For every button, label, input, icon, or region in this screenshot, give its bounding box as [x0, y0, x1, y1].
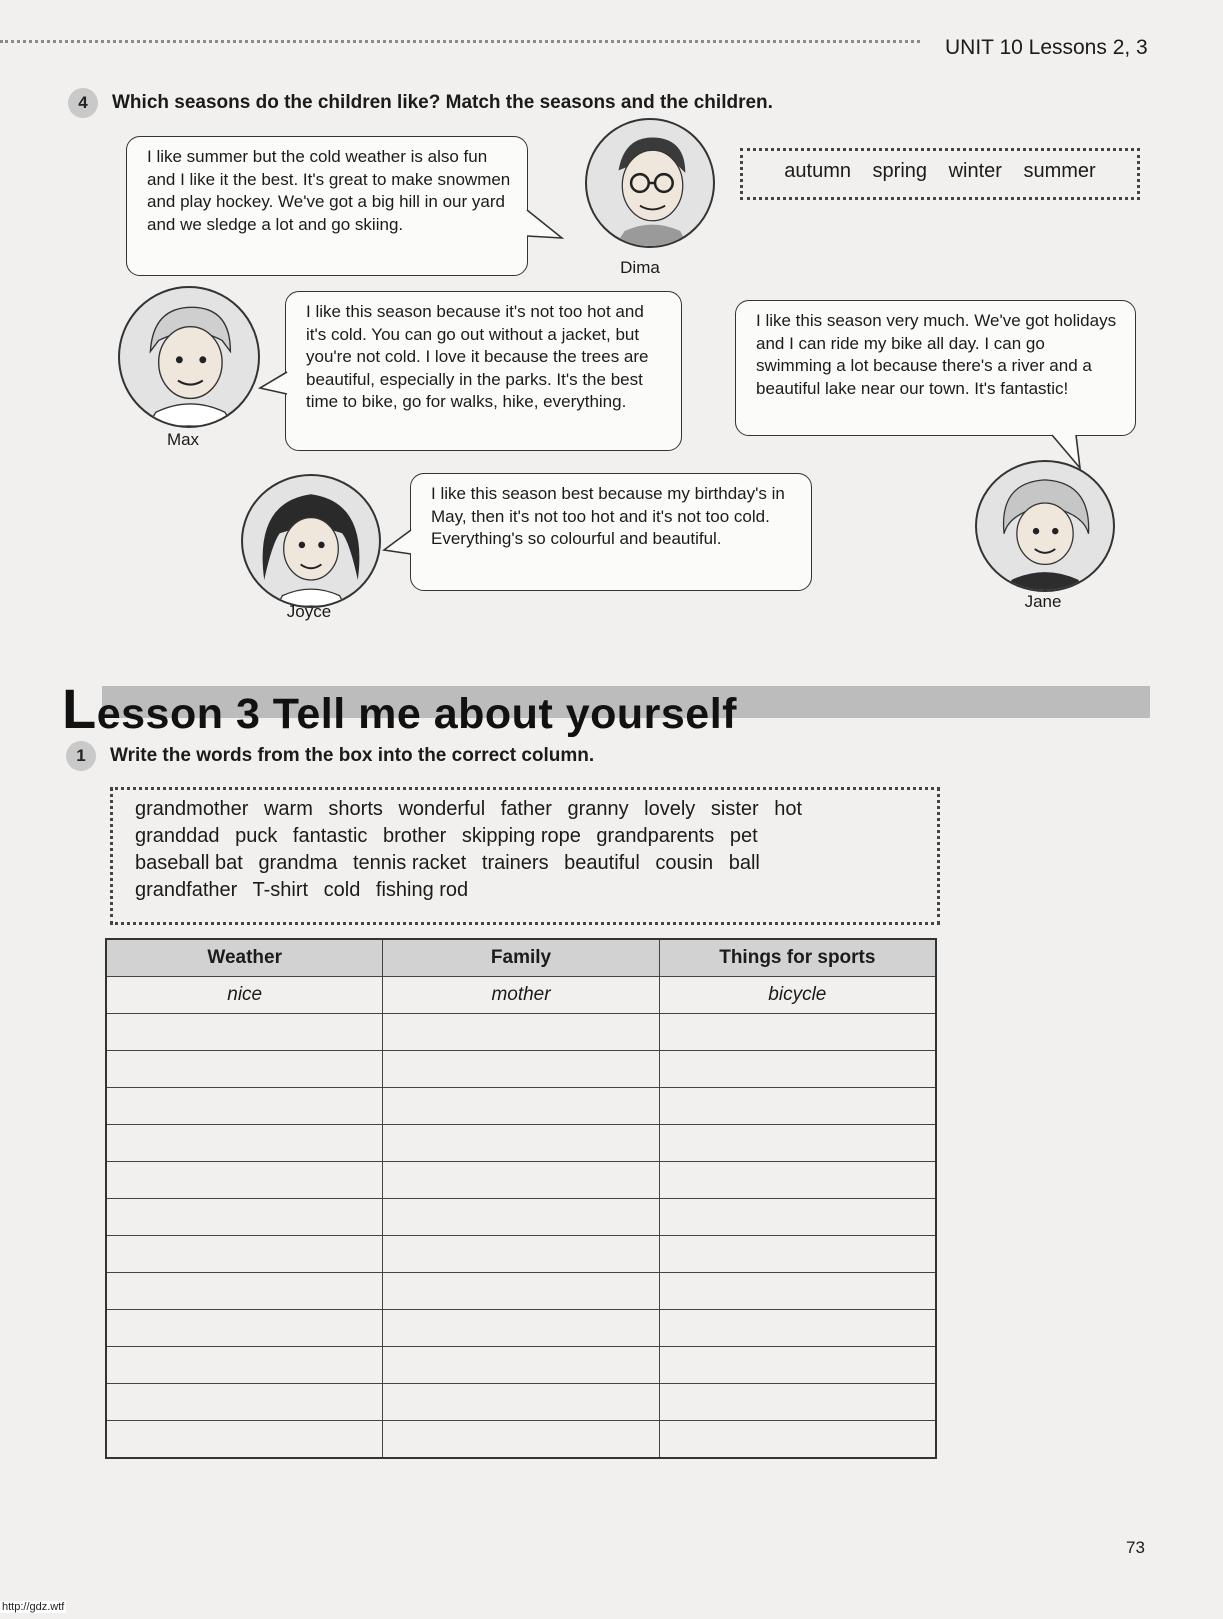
blank-cell[interactable]: [659, 1236, 936, 1273]
blank-cell[interactable]: [383, 1125, 659, 1162]
word: brother: [382, 825, 447, 847]
word: hot: [774, 798, 803, 820]
blank-cell[interactable]: [106, 1236, 383, 1273]
blank-cell[interactable]: [106, 1088, 383, 1125]
table-row: [106, 1162, 936, 1199]
word: granny: [567, 798, 629, 820]
blank-cell[interactable]: [383, 1421, 659, 1459]
sorting-table: [105, 938, 937, 1459]
word: granddad: [135, 825, 220, 847]
blank-cell[interactable]: [106, 1273, 383, 1310]
word-row: [135, 850, 915, 877]
word: T-shirt: [252, 879, 309, 901]
word: pet: [729, 825, 758, 847]
table-row: [106, 1273, 936, 1310]
blank-cell[interactable]: [383, 1236, 659, 1273]
blank-cell[interactable]: [106, 1162, 383, 1199]
blank-cell[interactable]: [383, 1199, 659, 1236]
word: trainers: [481, 852, 549, 874]
word: grandfather: [135, 879, 238, 901]
blank-cell[interactable]: [106, 1125, 383, 1162]
exercise-1-number: 1: [66, 741, 96, 771]
blank-cell[interactable]: [106, 1384, 383, 1421]
dima-speech-text: I like summer but the cold weather is also fun and I like it the best. It's great to make snowmen and play hockey. We've got a big hill in our yard and we sledge a lot and go skiing.: [147, 147, 511, 234]
example-sports: bicycle: [659, 977, 936, 1014]
table-row: [106, 1125, 936, 1162]
header-dotted-rule: [0, 40, 920, 43]
blank-cell[interactable]: [659, 1051, 936, 1088]
word: father: [500, 798, 552, 820]
table-row: [106, 1384, 936, 1421]
blank-cell[interactable]: [659, 1088, 936, 1125]
word: sister: [710, 798, 759, 820]
blank-cell[interactable]: [106, 1310, 383, 1347]
page-number: 73: [1126, 1538, 1145, 1557]
blank-cell[interactable]: [106, 1051, 383, 1088]
table-row: [106, 1310, 936, 1347]
jane-avatar: [975, 460, 1115, 592]
jane-speech-text: I like this season very much. We've got holidays and I can ride my bike all day. I can go swimming a lot because there's a river and a beautiful lake near our town. It's fantastic!: [756, 311, 1117, 398]
lesson-title-rest: esson 3 Tell me about yourself: [96, 690, 737, 738]
word-row: [135, 796, 915, 823]
max-name: Max: [166, 430, 200, 449]
table-row: [106, 1014, 936, 1051]
exercise-1-instruction: Write the words from the box into the correct column.: [110, 745, 595, 766]
joyce-avatar: [241, 474, 381, 608]
joyce-speech-text: I like this season best because my birthday's in May, then it's not too hot and it's not too cold. Everything's so colourful and beautiful.: [431, 484, 785, 548]
word: wonderful: [398, 798, 486, 820]
blank-cell[interactable]: [659, 1347, 936, 1384]
unit-label: UNIT 10 Lessons 2, 3: [945, 36, 1148, 59]
blank-cell[interactable]: [383, 1384, 659, 1421]
blank-cell[interactable]: [383, 1347, 659, 1384]
word: skipping rope: [461, 825, 581, 847]
blank-cell[interactable]: [383, 1273, 659, 1310]
lesson-title: [62, 676, 737, 741]
table-row: [106, 977, 936, 1014]
exercise-4-instruction: Which seasons do the children like? Match the seasons and the children.: [112, 92, 773, 113]
blank-cell[interactable]: [383, 1051, 659, 1088]
blank-cell[interactable]: [659, 1273, 936, 1310]
table-header-row: [106, 939, 936, 977]
blank-cell[interactable]: [383, 1162, 659, 1199]
word: grandmother: [135, 798, 249, 820]
dima-speech-bubble: [126, 136, 528, 276]
word-row: [135, 877, 915, 904]
header-family: Family: [383, 939, 659, 977]
word: baseball bat: [135, 852, 243, 874]
blank-cell[interactable]: [659, 1199, 936, 1236]
dima-avatar: [585, 118, 715, 248]
dima-bubble-tail: [526, 208, 564, 248]
word: shorts: [328, 798, 383, 820]
example-family: mother: [383, 977, 659, 1014]
blank-cell[interactable]: [383, 1088, 659, 1125]
jane-name: Jane: [1024, 592, 1062, 611]
word: fantastic: [292, 825, 368, 847]
blank-cell[interactable]: [659, 1125, 936, 1162]
word: warm: [263, 798, 313, 820]
blank-cell[interactable]: [383, 1014, 659, 1051]
word: cousin: [655, 852, 714, 874]
max-speech-bubble: [285, 291, 682, 451]
blank-cell[interactable]: [659, 1384, 936, 1421]
example-weather: nice: [106, 977, 383, 1014]
exercise-4-number: 4: [68, 88, 98, 118]
word: ball: [728, 852, 760, 874]
joyce-bubble-tail: [382, 528, 412, 558]
footer-link[interactable]: http://gdz.wtf: [2, 1601, 65, 1613]
table-row: [106, 1199, 936, 1236]
table-row: [106, 1088, 936, 1125]
blank-cell[interactable]: [106, 1014, 383, 1051]
blank-cell[interactable]: [106, 1421, 383, 1459]
word: cold: [323, 879, 361, 901]
blank-cell[interactable]: [106, 1347, 383, 1384]
blank-cell[interactable]: [659, 1421, 936, 1459]
seasons-word-box: [740, 148, 1140, 200]
table-row: [106, 1347, 936, 1384]
blank-cell[interactable]: [659, 1310, 936, 1347]
word: grandma: [258, 852, 338, 874]
lesson-title-initial: L: [62, 677, 97, 740]
dima-name: Dima: [620, 258, 660, 277]
header-things-for-sports: Things for sports: [659, 939, 936, 977]
table-row: [106, 1421, 936, 1459]
word: fishing rod: [375, 879, 469, 901]
max-bubble-tail: [258, 370, 288, 400]
blank-cell[interactable]: [659, 1014, 936, 1051]
joyce-speech-bubble: [410, 473, 812, 591]
table-row: [106, 1236, 936, 1273]
jane-speech-bubble: [735, 300, 1136, 436]
table-row: [106, 1051, 936, 1088]
word-row: [135, 823, 915, 850]
word: tennis racket: [352, 852, 467, 874]
max-avatar: [118, 286, 260, 428]
blank-cell[interactable]: [659, 1162, 936, 1199]
blank-cell[interactable]: [106, 1199, 383, 1236]
word-box: [110, 787, 940, 925]
word: lovely: [644, 798, 696, 820]
header-weather: Weather: [106, 939, 383, 977]
word: beautiful: [564, 852, 640, 874]
word: grandparents: [596, 825, 715, 847]
joyce-name: Joyce: [286, 602, 332, 621]
word: puck: [235, 825, 278, 847]
blank-cell[interactable]: [383, 1310, 659, 1347]
max-speech-text: I like this season because it's not too hot and it's cold. You can go out without a jacket, but you're not cold. I love it because the trees are beautiful, especially in the parks. It's the best time to bike, go for walks, hike, everything.: [306, 302, 649, 411]
seasons-words: autumn spring winter summer: [784, 160, 1096, 182]
